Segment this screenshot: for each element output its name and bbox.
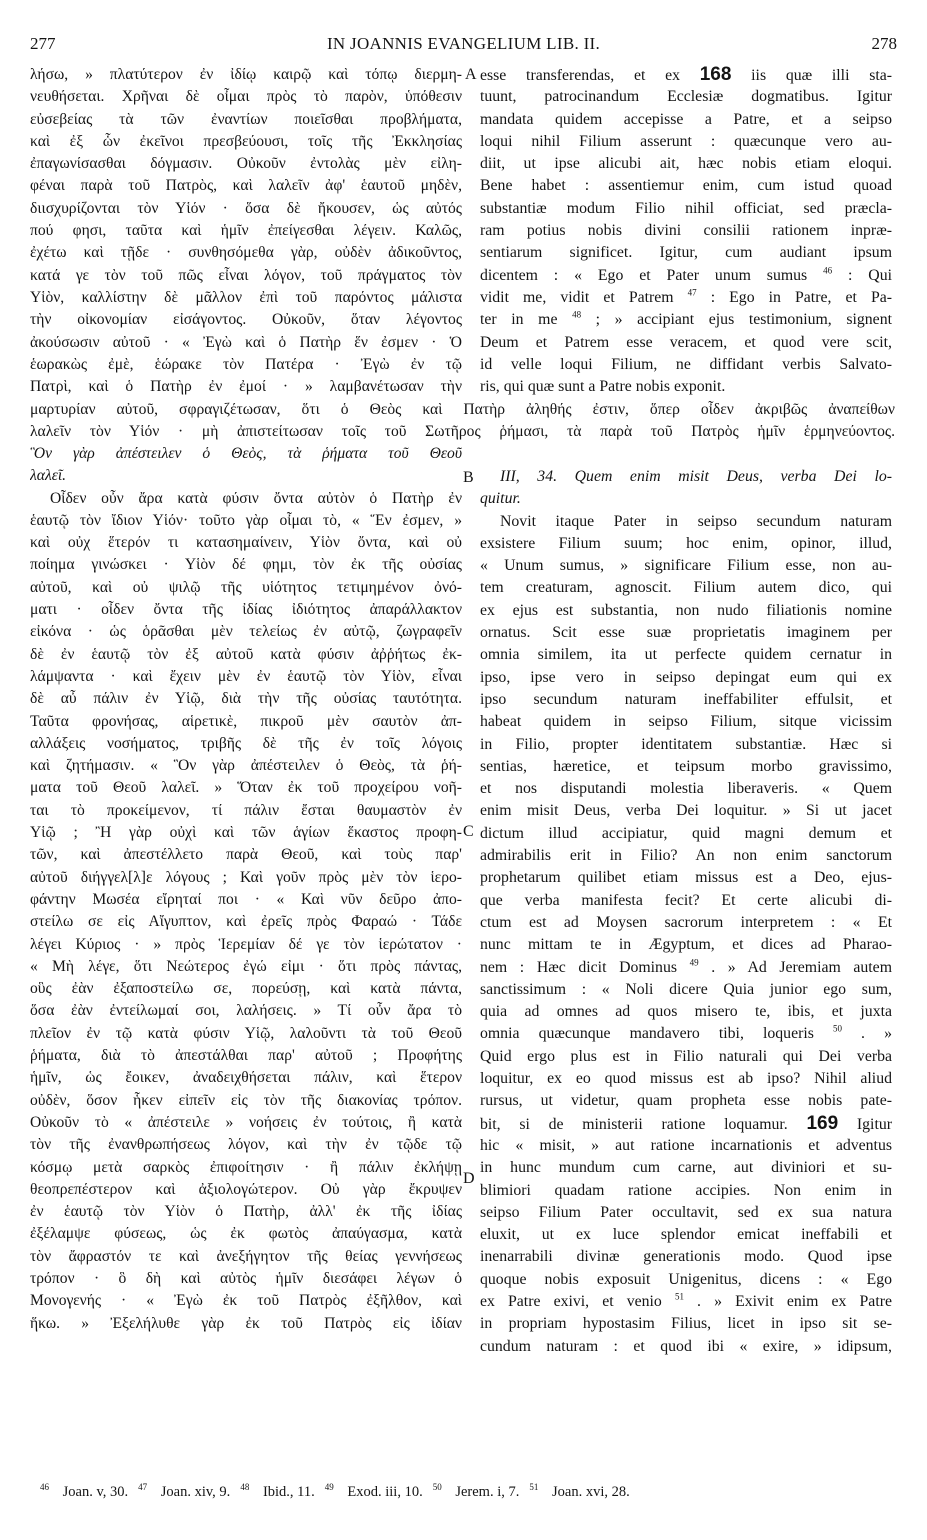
text-line: ἑωρακὼς ἐμὲ, ἑώρακε τὸν Πατέρα · Ἐγὼ ἐν τῷ <box>30 355 462 373</box>
text-line: καὶ οὐχ ἕτερόν τι κατασημαίνειν, Υἱὸν ὄντα, καὶ οὐ <box>30 534 462 552</box>
text-line: blimiori quadam ratione accipies. Non enim in <box>480 1181 892 1199</box>
footnote: $^{50}$ Jerem. i, 7. <box>432 1482 520 1500</box>
text-line: substantiæ modum Filio nihil officiat, sed præcla- <box>480 199 892 217</box>
text-line: μαρτυρίαν αὐτοῦ, σφραγιζέτωσαν, ὅτι ὁ Θεὸς καὶ Πατὴρ ἀληθής ἐστιν, ὅπερ οἶδεν ἀκριβῶς ἀναπείθων <box>30 400 895 418</box>
footnote: $^{49}$ Exod. iii, 10. <box>324 1482 423 1500</box>
text-line: λέγει Κύριος · » πρὸς Ἱερεμίαν δέ γε τὸν ἱερώτατον · <box>30 935 462 953</box>
text-line: ter in me $^{48}$ ; » accipiant ejus testimonium, signent <box>480 310 892 329</box>
text-line: tuunt, patrocinandum Ecclesiæ dogmatibus. Igitur <box>480 88 892 106</box>
text-line: « Μὴ λέγε, ὅτι Νεώτερος ἐγώ εἰμι · ὅτι πρὸς πάντας, <box>30 957 462 975</box>
text-line: τὸν ἄφραστόν τε καὶ ἀνεξήγητον τῆς θείας γεννήσεως <box>30 1247 462 1265</box>
text-line: λήσω, » πλατύτερον ἐν ἰδίῳ καιρῷ καὶ τόπῳ διερμη- <box>30 66 462 83</box>
text-line: ram potius nobis divini consilii rationem inpræ- <box>480 222 892 240</box>
text-line: omnia similem, ita ut perfecte quidem cernatur in <box>480 646 892 664</box>
text-line: καὶ ἐξ ὧν ἐκεῖνοι πρεσβεύουσι, τοῖς τῆς Ἐκκλησίας <box>30 132 462 150</box>
text-line: στείλω σε εἰς Αἴγυπτον, καὶ ἐρεῖς πρὸς Φαραώ · Τάδε <box>30 913 462 931</box>
text-line: πλεῖον ἐν τῷ κατὰ φύσιν Υἱῷ, λαλοῦντι τὰ τοῦ Θεοῦ <box>30 1024 462 1042</box>
text-line: dicentem : « Ego et Pater unum sumus $^{46}$ : Qui <box>480 265 892 284</box>
text-line: Οὐκοῦν τὸ « ἀπέστειλε » νοήσεις ἐν τούτοις, ἢ κατὰ <box>30 1113 462 1131</box>
text-line: αὐτοῦ διήγγελ[λ]ε λόγους ; Καὶ γοῦν πρὸς μὲν τὸν ἱερο- <box>30 868 462 886</box>
text-line: quia ad omnes ad quos misero te, ibis, et juxta <box>480 1003 892 1021</box>
text-line: esse transferendas, et ex 168 iis quæ illi sta- <box>480 64 892 85</box>
text-line: Πατρὶ, καὶ ὁ Πατὴρ ἐν ἐμοί · » λαμβανέτωσαν τὴν <box>30 378 462 396</box>
text-line: λαλεῖν τὸν Υἱόν · μὴ ἀπιστείτωσαν τοῖς τοῦ Σωτῆρος ῥήμασι, τὰ παρὰ τοῦ Πατρὸς ἡμῖν ἑρμηνεύοντος. <box>30 422 895 440</box>
text-line: δὲ αὖ πάλιν ἐν Υἱῷ, διὰ τὴν τῆς οὐσίας ταυτότητα. <box>30 690 462 708</box>
text-line: ματι · οἶδεν ὄντα τῆς ἰδίας ἰδιότητος ἀπαράλλακτον <box>30 601 462 619</box>
text-line: λαλεῖ. <box>30 467 67 485</box>
text-line: prophetarum quilibet etiam missus est a Deo, ejus- <box>480 869 892 887</box>
text-line: ris, qui quæ sunt a Patre nobis exponit. <box>480 378 726 396</box>
source-page-marker: 169 <box>806 1112 839 1134</box>
greek-column-top <box>30 64 462 398</box>
text-line: quoque nobis exposuit Unigenitus, dicens : « Ego <box>480 1270 892 1288</box>
text-line: ἐξέλαμψε φύσεως, ὡς ἐκ φωτὸς ἀπαύγασμα, κατὰ <box>30 1225 462 1243</box>
text-line: Μονογενής · « Ἐγὼ ἐκ τοῦ Πατρὸς ἐξῆλθον, καὶ <box>30 1292 462 1310</box>
text-line: κατά γε τὸν τοῦ πῶς εἶναι λόγον, τοῦ πράγματος τὸν <box>30 266 462 284</box>
text-line: id velle loqui Filium, ne diffidant verbis Salvato- <box>480 355 892 373</box>
text-line: τρόπον · ὃ δὴ καὶ αὐτὸς ἡμῖν διεσάφει λέγων ὁ <box>30 1269 462 1287</box>
footnote: $^{48}$ Ibid., 11. <box>240 1482 315 1500</box>
text-line: que verba manifesta fecit? Et certe alicubi di- <box>480 891 892 909</box>
text-line: ὅσα ἐὰν ἐντείλωμαί σοι, λαλήσεις. » Τί οὖν ἄρα τὸ <box>30 1002 462 1020</box>
margin-letter-c: C <box>463 823 474 840</box>
text-line: in Filio, propter identitatem substantiæ. Hæc si <box>480 735 892 753</box>
text-line: nem : Hæc dicit Dominus $^{49}$ . » Ad Jeremiam autem <box>480 957 892 976</box>
text-line: κόσμῳ μετὰ σαρκὸς ἐπιφοίτησιν · ἢ πάλιν ἐκλήψῃ <box>30 1158 462 1176</box>
text-line: loquitur, ex eo quod missus est ab ipso? Nihil aliud <box>480 1070 892 1088</box>
text-line: Υἱὸν, καλλίστην δὲ μᾶλλον ἐπὶ τοῦ παρόντος μάλιστα <box>30 288 462 306</box>
text-line: et nos disputandi molestia liberaveris. « Quem <box>480 780 892 798</box>
text-line: Ταῦτα φρονήσας, αἱρετικὲ, πικροῦ μὲν σαυτὸν ἀπ- <box>30 712 462 730</box>
text-line: inenarrabili divinæ generationis modo. Quod ipse <box>480 1248 892 1266</box>
text-line: νευθήσεται. Χρῆναι δὲ οἶμαι πρὸς τὸ παρὸν, ὑπόθεσιν <box>30 88 462 106</box>
text-line: ἡμῖν, ὡς ἔοικεν, ἀναδειχθήσεται πάλιν, καὶ ἕτερον <box>30 1069 462 1087</box>
footnotes <box>40 1481 900 1503</box>
greek-column-bottom <box>30 443 462 1335</box>
footnote-ref: 47 <box>687 287 697 298</box>
text-line: πού φησι, ταῦτα καὶ ἡμῖν ἐπείγεσθαι λέγειν. Καλῶς, <box>30 222 462 240</box>
text-line: ex Patre exivi, et venio $^{51}$ . » Exivit enim ex Patre <box>480 1291 892 1310</box>
footnote-ref: 50 <box>832 1024 842 1035</box>
running-header <box>30 34 897 58</box>
text-line: οὐδὲν, ὅσον ἧκεν εἰπεῖν εἰς τὸν τῆς διακονίας τρόπον. <box>30 1091 462 1109</box>
text-line: « Unum sumus, » significare Filium esse, non au- <box>480 557 892 575</box>
text-line: seipso Filium Pater occultavit, sed ex sua natura <box>480 1203 892 1221</box>
text-line: enim misit Deus, verba Dei loquitur. » Si ut jacet <box>480 802 892 820</box>
text-line: ἑαυτῷ τὸν ἴδιον Υἱόν· τοῦτο γὰρ οἶμαι τὸ, « Ἕν ἐσμεν, » <box>30 511 462 529</box>
text-line: cundum naturam : et quod ibi « exire, » idipsum, <box>480 1337 892 1355</box>
text-line: τὸν τῆς ἐνανθρωπήσεως λόγον, καὶ τὴν ἐν τῷδε τῷ <box>30 1136 462 1154</box>
text-line: Bene habet : assentiemur enim, cum istud quoad <box>480 177 892 195</box>
text-line: sentias, hæretice, et teipsum morbo gravissimo, <box>480 757 892 775</box>
text-line: ipso secundum naturam ineffabiliter effulsit, et <box>480 690 892 708</box>
text-line: exsistere Filium suum; hoc enim, opinor, illud, <box>480 534 892 552</box>
text-line: nunc mittam te in Ægyptum, et dices ad Pharao- <box>480 936 892 954</box>
margin-letter-a: A <box>465 66 477 83</box>
page-number-left: 277 <box>30 34 56 53</box>
text-line: ornatus. Scit esse suæ proprietatis imaginem per <box>480 624 892 642</box>
text-line: loqui nihil Filium asserunt : quæcunque vero au- <box>480 132 892 150</box>
running-title: IN JOANNIS EVANGELIUM LIB. II. <box>326 34 601 53</box>
text-line: in hunc mundum cum carne, aut diviniori et su- <box>480 1159 892 1177</box>
page-number-right: 278 <box>871 34 897 53</box>
text-line: in propriam hypostasim Filius, licet in ipso sit se- <box>480 1315 892 1333</box>
footnote: $^{47}$ Joan. xiv, 9. <box>138 1482 231 1500</box>
text-line: omnia quæcunque mandavero tibi, loqueris $^{50}$ . » <box>480 1024 892 1043</box>
text-line: εὐσεβείας τὰ τῶν ἐναντίων ποιεῖσθαι προβλήματα, <box>30 110 462 128</box>
text-line: ctum est ad Moysen sacrorum interpretem : « Et <box>480 913 892 931</box>
footnote: $^{46}$ Joan. v, 30. <box>40 1482 129 1500</box>
greek-bridge-text <box>30 399 895 444</box>
latin-column-top <box>480 64 892 398</box>
text-line: ἐπαγωνίσασθαι δόγμασιν. Οὐκοῦν ἐντολὰς μὲν εἰλη- <box>30 155 462 173</box>
text-line: ipso, ipse vero in seipso depingat eum qui ex <box>480 668 892 686</box>
latin-column-bottom <box>480 466 892 1358</box>
footnote-ref: 48 <box>572 310 582 320</box>
text-line: dictum illud accipiatur, quid magni demum et <box>480 824 892 842</box>
text-line: Ὃν γὰρ ἀπέστειλεν ὁ Θεὸς, τὰ ῥήματα τοῦ Θεοῦ <box>30 445 462 462</box>
text-line: sentiarum significet. Igitur, cum audiant ipsum <box>480 244 892 262</box>
text-line: sanctissimum : « Noli dicere Quia junior ego sum, <box>480 980 892 998</box>
text-line: quitur. <box>480 490 521 508</box>
text-line: admirabilis erit in Filio? An non enim sanctorum <box>480 847 892 865</box>
text-line: εἰκόνα · ὡς ὁρᾶσθαι μὲν τελείως ἐν αὐτῷ, ζωγραφεῖν <box>30 623 462 641</box>
text-line: bit, si de ministerii ratione loquamur. 169 Igitur <box>480 1112 892 1134</box>
text-line: καὶ ζητήμασιν. « Ὃν γὰρ ἀπέστειλεν ὁ Θεὸς, τὰ ῥή- <box>30 757 462 775</box>
text-line: ται τὸ προκείμενον, τί πάλιν ἔσται θαυμαστὸν ἐν <box>30 801 462 819</box>
text-line: diit, ut ipse alicubi ait, hæc nobis etiam eloqui. <box>480 155 892 173</box>
source-page-marker: 168 <box>699 64 732 85</box>
footnote: $^{51}$ Joan. xvi, 28. <box>529 1482 630 1500</box>
text-line: θεοπρεπέστερον καὶ ἀξιολογώτερον. Οὐ γὰρ ἔκρυψεν <box>30 1180 462 1198</box>
footnote-ref: 49 <box>689 957 699 968</box>
text-line: δὲ ἐν ἑαυτῷ τὸν ἐξ αὐτοῦ κατὰ φύσιν ἀῤῥήτως ἐκ- <box>30 645 462 663</box>
text-line: Quid ergo plus est in Filio naturali qui Dei verba <box>480 1047 892 1065</box>
text-line: tem creaturam, agnoscit. Filium autem dico, qui <box>480 579 892 597</box>
text-line: διισχυρίζονται τὸν Υἱόν · ὅσα δὲ ἤκουσεν, ὡς αὐτός <box>30 199 462 217</box>
text-line: φάντην Μωσέα εἴρηταί ποι · « Καὶ νῦν δεῦρο ἀπο- <box>30 890 462 908</box>
text-line: ἥκω. » Ἐξελήλυθε γὰρ ἐκ τοῦ Πατρὸς εἰς ἰδίαν <box>30 1314 462 1332</box>
text-line: hic « misit, » aut ratione incarnationis et adventus <box>480 1136 892 1154</box>
text-line: ματα τοῦ Θεοῦ λαλεῖ. » Ὅταν ἐκ τοῦ προχείρου νοῆ- <box>30 779 462 797</box>
text-line: αλλάξεις νοσήματος, τριβῆς δὲ τῆς ἐν τοῖς λόγοις <box>30 734 462 752</box>
footnote-ref: 46 <box>823 265 833 276</box>
footnote-ref: 51 <box>674 1291 684 1302</box>
margin-letter-d: D <box>463 1170 475 1187</box>
text-line: ἀκούσωσιν αὐτοῦ · « Ἐγὼ καὶ ὁ Πατὴρ ἕν ἐσμεν · Ὁ <box>30 333 462 351</box>
text-line: ποίημα γινώσκει · Υἱὸν δέ φημι, τὸν ἐκ τῆς οὐσίας <box>30 556 462 574</box>
text-line: τῶν, καὶ ἀπεστέλλετο παρὰ Θεοῦ, καὶ τοὺς παρ' <box>30 846 462 864</box>
text-line: ἐν ἑαυτῷ τὸν Υἱὸν ὁ Πατὴρ, ἀλλ' ἐκ τῆς ἰδίας <box>30 1203 462 1221</box>
text-line: ἐχέτω καὶ τῇδε · συνθησόμεθα γὰρ, οὐδὲν ἀδικοῦντος, <box>30 244 462 262</box>
text-line: ex ejus est substantia, non nudo filiationis nomine <box>480 601 892 619</box>
text-line: λάμψαντα · καὶ ἔχειν μὲν ἐν ἑαυτῷ τὸν Υἱὸν, εἶναι <box>30 667 462 685</box>
text-line: Οἶδεν οὖν ἄρα κατὰ φύσιν ὄντα αὐτὸν ὁ Πατὴρ ἐν <box>50 489 462 507</box>
text-line: ῥήματα, διὰ τὸ ἀπεστάλθαι παρ' αὐτοῦ ; Προφήτης <box>30 1047 462 1065</box>
text-line: φέναι παρὰ τοῦ Πατρὸς, καὶ λαλεῖν ἀφ' ἑαυτοῦ μηδὲν, <box>30 177 462 195</box>
text-line: rursus, ut videtur, quam propheta esse nobis pate- <box>480 1092 892 1110</box>
text-line: eluxit, ut ex luce splendor emicat ineffabili et <box>480 1226 892 1244</box>
text-line: οὓς ἐὰν ἐξαποστείλω σε, πορεύσῃ, καὶ κατὰ πάντα, <box>30 980 462 998</box>
margin-letter-b: B <box>463 469 474 486</box>
text-line: vidit me, vidit et Patrem $^{47}$ : Ego in Patre, et Pa- <box>480 287 892 306</box>
text-line: Novit itaque Pater in seipso secundum naturam <box>500 512 892 530</box>
text-line: habeat quidem in seipso Filium, sitque vicissim <box>480 713 892 731</box>
text-line: τὴν οἰκονομίαν εἰσάγοντος. Οὐκοῦν, ὅταν λέγοντος <box>30 311 462 329</box>
text-line: αὐτοῦ, καὶ οὐ ψιλῷ τῆς υἱότητος τετιμημένον ὀνό- <box>30 578 462 596</box>
text-line: Υἱῷ ; Ἢ γὰρ οὐχὶ καὶ τῶν ἁγίων ἕκαστος προφη- <box>30 824 462 842</box>
text-line: mandata quidem accepisse a Patre, et a seipso <box>480 110 892 128</box>
text-line: Deum et Patrem esse veracem, et quod vere scit, <box>480 333 892 351</box>
text-line: III, 34. Quem enim misit Deus, verba Dei lo- <box>500 468 892 485</box>
